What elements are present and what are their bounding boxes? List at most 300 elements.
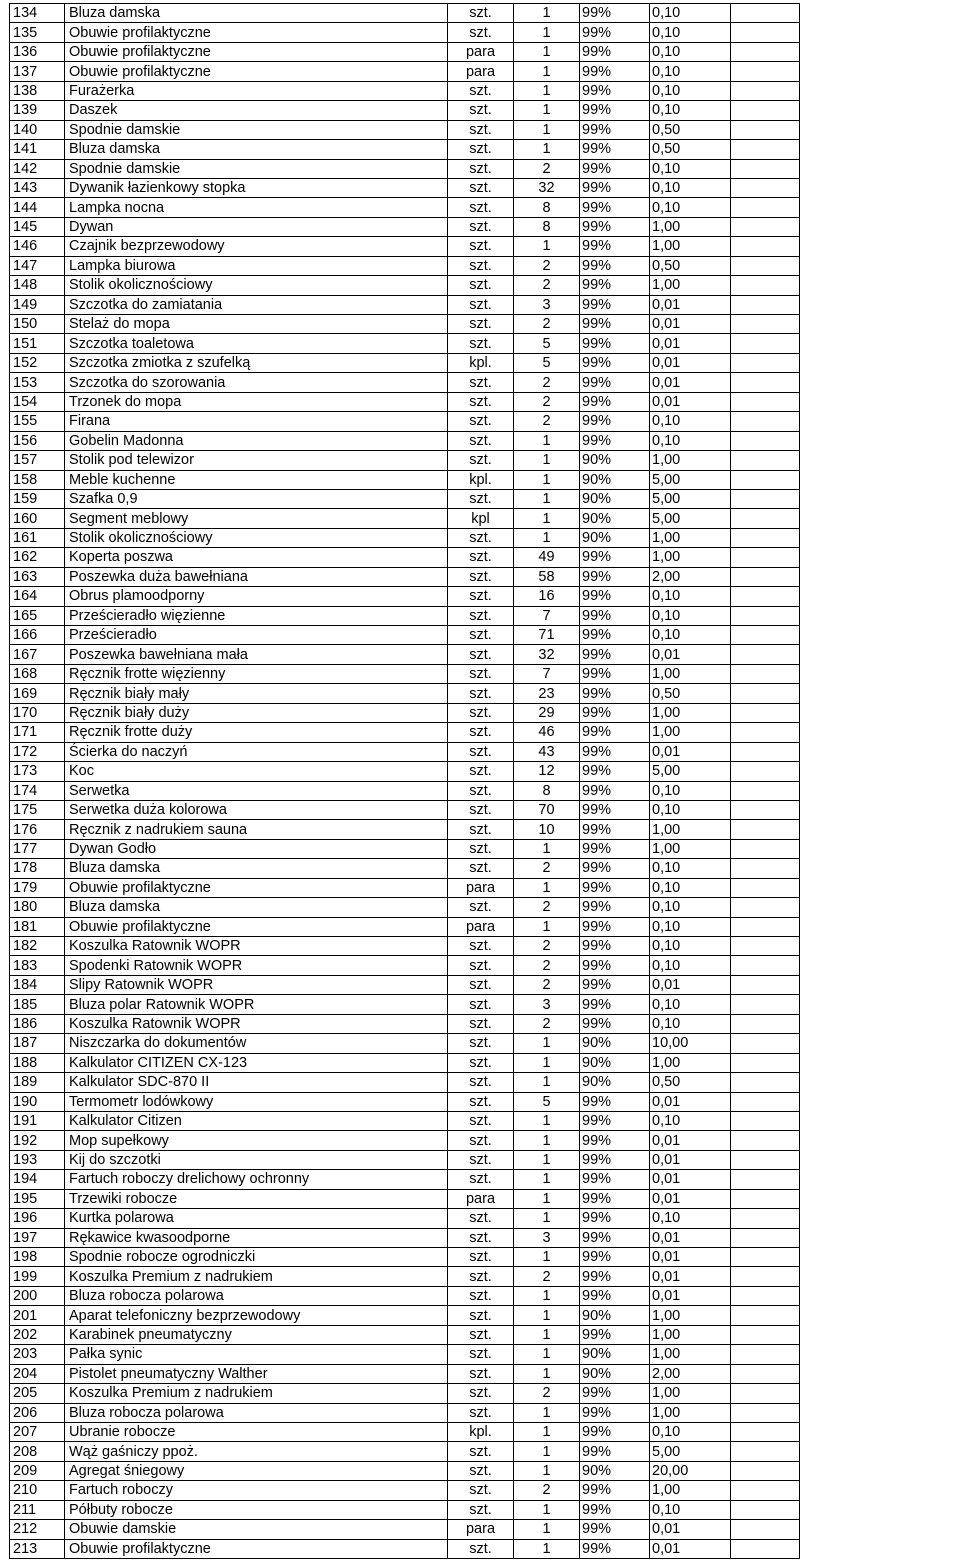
table-row <box>10 509 800 528</box>
table-row <box>10 975 800 994</box>
empty-cell <box>731 1034 800 1053</box>
wear-percent-cell: 99% <box>580 42 650 61</box>
quantity-cell: 2 <box>514 859 580 878</box>
table-row <box>10 1539 800 1558</box>
empty-cell <box>731 1481 800 1500</box>
wear-percent-cell: 90% <box>580 489 650 508</box>
value-cell: 1,00 <box>650 217 731 236</box>
empty-cell <box>731 1461 800 1480</box>
quantity-cell: 32 <box>514 645 580 664</box>
value-cell: 1,00 <box>650 723 731 742</box>
value-cell: 0,01 <box>650 334 731 353</box>
quantity-cell: 1 <box>514 81 580 100</box>
empty-cell <box>731 1325 800 1344</box>
table-row <box>10 898 800 917</box>
table-row <box>10 198 800 217</box>
value-cell: 5,00 <box>650 489 731 508</box>
row-number-cell: 188 <box>10 1053 65 1072</box>
unit-cell: szt. <box>448 1267 514 1286</box>
value-cell: 0,10 <box>650 81 731 100</box>
unit-cell: szt. <box>448 587 514 606</box>
unit-cell: szt. <box>448 1209 514 1228</box>
wear-percent-cell: 99% <box>580 839 650 858</box>
empty-cell <box>731 334 800 353</box>
row-number-cell: 206 <box>10 1403 65 1422</box>
unit-cell: szt. <box>448 567 514 586</box>
quantity-cell: 2 <box>514 1384 580 1403</box>
table-row <box>10 1286 800 1305</box>
empty-cell <box>731 1384 800 1403</box>
item-name-cell: Wąż gaśniczy ppoż. <box>65 1442 448 1461</box>
row-number-cell: 155 <box>10 412 65 431</box>
row-number-cell: 199 <box>10 1267 65 1286</box>
wear-percent-cell: 99% <box>580 412 650 431</box>
row-number-cell: 195 <box>10 1189 65 1208</box>
quantity-cell: 1 <box>514 1189 580 1208</box>
unit-cell: szt. <box>448 703 514 722</box>
row-number-cell: 189 <box>10 1073 65 1092</box>
item-name-cell: Stolik pod telewizor <box>65 451 448 470</box>
wear-percent-cell: 99% <box>580 1539 650 1558</box>
value-cell: 0,10 <box>650 956 731 975</box>
value-cell: 0,50 <box>650 684 731 703</box>
table-row <box>10 217 800 236</box>
table-row <box>10 917 800 936</box>
row-number-cell: 173 <box>10 762 65 781</box>
item-name-cell: Lampka biurowa <box>65 256 448 275</box>
table-row <box>10 1345 800 1364</box>
unit-cell: kpl. <box>448 1422 514 1441</box>
wear-percent-cell: 90% <box>580 451 650 470</box>
table-row <box>10 567 800 586</box>
table-row <box>10 315 800 334</box>
quantity-cell: 2 <box>514 392 580 411</box>
item-name-cell: Dywan Godło <box>65 839 448 858</box>
value-cell: 0,01 <box>650 975 731 994</box>
table-row <box>10 392 800 411</box>
item-name-cell: Spodnie damskie <box>65 159 448 178</box>
empty-cell <box>731 120 800 139</box>
unit-cell: szt. <box>448 315 514 334</box>
row-number-cell: 208 <box>10 1442 65 1461</box>
wear-percent-cell: 99% <box>580 898 650 917</box>
table-row <box>10 334 800 353</box>
value-cell: 0,01 <box>650 373 731 392</box>
row-number-cell: 140 <box>10 120 65 139</box>
value-cell: 0,10 <box>650 859 731 878</box>
wear-percent-cell: 99% <box>580 859 650 878</box>
table-row <box>10 1500 800 1519</box>
item-name-cell: Lampka nocna <box>65 198 448 217</box>
row-number-cell: 187 <box>10 1034 65 1053</box>
empty-cell <box>731 956 800 975</box>
wear-percent-cell: 90% <box>580 1053 650 1072</box>
item-name-cell: Ręcznik biały duży <box>65 703 448 722</box>
table-row <box>10 820 800 839</box>
wear-percent-cell: 99% <box>580 1267 650 1286</box>
item-name-cell: Koszulka Premium z nadrukiem <box>65 1267 448 1286</box>
item-name-cell: Obuwie damskie <box>65 1520 448 1539</box>
row-number-cell: 197 <box>10 1228 65 1247</box>
item-name-cell: Kalkulator CITIZEN CX-123 <box>65 1053 448 1072</box>
unit-cell: szt. <box>448 664 514 683</box>
empty-cell <box>731 217 800 236</box>
item-name-cell: Poszewka duża bawełniana <box>65 567 448 586</box>
empty-cell <box>731 937 800 956</box>
unit-cell: szt. <box>448 1073 514 1092</box>
table-row <box>10 528 800 547</box>
unit-cell: szt. <box>448 489 514 508</box>
value-cell: 2,00 <box>650 1364 731 1383</box>
quantity-cell: 1 <box>514 1442 580 1461</box>
unit-cell: szt. <box>448 1248 514 1267</box>
empty-cell <box>731 1209 800 1228</box>
quantity-cell: 71 <box>514 626 580 645</box>
unit-cell: para <box>448 42 514 61</box>
unit-cell: szt. <box>448 762 514 781</box>
value-cell: 0,10 <box>650 62 731 81</box>
item-name-cell: Szczotka zmiotka z szufelką <box>65 353 448 372</box>
value-cell: 1,00 <box>650 664 731 683</box>
unit-cell: szt. <box>448 1111 514 1130</box>
item-name-cell: Półbuty robocze <box>65 1500 448 1519</box>
unit-cell: para <box>448 917 514 936</box>
table-row <box>10 1209 800 1228</box>
value-cell: 5,00 <box>650 762 731 781</box>
table-row <box>10 645 800 664</box>
quantity-cell: 43 <box>514 742 580 761</box>
value-cell: 1,00 <box>650 276 731 295</box>
item-name-cell: Kalkulator Citizen <box>65 1111 448 1130</box>
unit-cell: szt. <box>448 120 514 139</box>
item-name-cell: Meble kuchenne <box>65 470 448 489</box>
row-number-cell: 151 <box>10 334 65 353</box>
value-cell: 0,10 <box>650 431 731 450</box>
item-name-cell: Bluza damska <box>65 140 448 159</box>
wear-percent-cell: 90% <box>580 1034 650 1053</box>
empty-cell <box>731 839 800 858</box>
value-cell: 1,00 <box>650 1403 731 1422</box>
row-number-cell: 179 <box>10 878 65 897</box>
unit-cell: szt. <box>448 723 514 742</box>
item-name-cell: Stolik okolicznościowy <box>65 528 448 547</box>
unit-cell: kpl. <box>448 353 514 372</box>
item-name-cell: Kij do szczotki <box>65 1150 448 1169</box>
row-number-cell: 143 <box>10 178 65 197</box>
value-cell: 5,00 <box>650 1442 731 1461</box>
item-name-cell: Obrus plamoodporny <box>65 587 448 606</box>
unit-cell: szt. <box>448 217 514 236</box>
value-cell: 0,10 <box>650 626 731 645</box>
row-number-cell: 201 <box>10 1306 65 1325</box>
value-cell: 5,00 <box>650 509 731 528</box>
wear-percent-cell: 99% <box>580 4 650 23</box>
item-name-cell: Bluza polar Ratownik WOPR <box>65 995 448 1014</box>
wear-percent-cell: 99% <box>580 140 650 159</box>
wear-percent-cell: 99% <box>580 742 650 761</box>
unit-cell: szt. <box>448 995 514 1014</box>
quantity-cell: 2 <box>514 956 580 975</box>
row-number-cell: 134 <box>10 4 65 23</box>
unit-cell: szt. <box>448 1481 514 1500</box>
quantity-cell: 29 <box>514 703 580 722</box>
unit-cell: szt. <box>448 1500 514 1519</box>
quantity-cell: 1 <box>514 1364 580 1383</box>
quantity-cell: 2 <box>514 1481 580 1500</box>
empty-cell <box>731 1539 800 1558</box>
unit-cell: szt. <box>448 373 514 392</box>
empty-cell <box>731 392 800 411</box>
table-row <box>10 1228 800 1247</box>
quantity-cell: 1 <box>514 528 580 547</box>
value-cell: 0,01 <box>650 1150 731 1169</box>
wear-percent-cell: 99% <box>580 1384 650 1403</box>
wear-percent-cell: 99% <box>580 256 650 275</box>
item-name-cell: Koperta poszwa <box>65 548 448 567</box>
value-cell: 0,10 <box>650 159 731 178</box>
value-cell: 1,00 <box>650 1481 731 1500</box>
wear-percent-cell: 99% <box>580 1209 650 1228</box>
unit-cell: szt. <box>448 1286 514 1305</box>
table-row <box>10 1384 800 1403</box>
value-cell: 0,10 <box>650 800 731 819</box>
empty-cell <box>731 917 800 936</box>
unit-cell: szt. <box>448 23 514 42</box>
unit-cell: szt. <box>448 1131 514 1150</box>
row-number-cell: 166 <box>10 626 65 645</box>
table-row <box>10 1422 800 1441</box>
item-name-cell: Prześcieradło <box>65 626 448 645</box>
value-cell: 0,10 <box>650 937 731 956</box>
quantity-cell: 2 <box>514 159 580 178</box>
value-cell: 0,10 <box>650 198 731 217</box>
value-cell: 10,00 <box>650 1034 731 1053</box>
table-row <box>10 1034 800 1053</box>
value-cell: 1,00 <box>650 1325 731 1344</box>
item-name-cell: Kurtka polarowa <box>65 1209 448 1228</box>
wear-percent-cell: 99% <box>580 1170 650 1189</box>
quantity-cell: 2 <box>514 1014 580 1033</box>
wear-percent-cell: 99% <box>580 937 650 956</box>
table-row <box>10 489 800 508</box>
wear-percent-cell: 90% <box>580 1306 650 1325</box>
value-cell: 0,10 <box>650 101 731 120</box>
empty-cell <box>731 1189 800 1208</box>
wear-percent-cell: 99% <box>580 217 650 236</box>
table-row <box>10 159 800 178</box>
value-cell: 0,10 <box>650 917 731 936</box>
wear-percent-cell: 99% <box>580 606 650 625</box>
row-number-cell: 153 <box>10 373 65 392</box>
row-number-cell: 164 <box>10 587 65 606</box>
quantity-cell: 1 <box>514 489 580 508</box>
table-row <box>10 81 800 100</box>
wear-percent-cell: 99% <box>580 276 650 295</box>
empty-cell <box>731 1403 800 1422</box>
wear-percent-cell: 99% <box>580 956 650 975</box>
row-number-cell: 161 <box>10 528 65 547</box>
quantity-cell: 1 <box>514 42 580 61</box>
value-cell: 0,01 <box>650 1248 731 1267</box>
row-number-cell: 144 <box>10 198 65 217</box>
item-name-cell: Firana <box>65 412 448 431</box>
unit-cell: szt. <box>448 548 514 567</box>
empty-cell <box>731 975 800 994</box>
quantity-cell: 2 <box>514 937 580 956</box>
wear-percent-cell: 99% <box>580 762 650 781</box>
wear-percent-cell: 99% <box>580 392 650 411</box>
wear-percent-cell: 99% <box>580 1189 650 1208</box>
wear-percent-cell: 99% <box>580 1286 650 1305</box>
empty-cell <box>731 431 800 450</box>
table-row <box>10 1073 800 1092</box>
item-name-cell: Szczotka do szorowania <box>65 373 448 392</box>
table-row <box>10 1403 800 1422</box>
empty-cell <box>731 178 800 197</box>
unit-cell: szt. <box>448 101 514 120</box>
unit-cell: szt. <box>448 1053 514 1072</box>
empty-cell <box>731 237 800 256</box>
quantity-cell: 1 <box>514 1306 580 1325</box>
quantity-cell: 1 <box>514 1209 580 1228</box>
item-name-cell: Serwetka <box>65 781 448 800</box>
value-cell: 0,10 <box>650 1209 731 1228</box>
empty-cell <box>731 1053 800 1072</box>
wear-percent-cell: 99% <box>580 684 650 703</box>
wear-percent-cell: 90% <box>580 470 650 489</box>
table-row <box>10 1461 800 1480</box>
value-cell: 0,10 <box>650 23 731 42</box>
unit-cell: szt. <box>448 198 514 217</box>
value-cell: 0,10 <box>650 781 731 800</box>
empty-cell <box>731 1014 800 1033</box>
empty-cell <box>731 4 800 23</box>
quantity-cell: 1 <box>514 1131 580 1150</box>
unit-cell: szt. <box>448 334 514 353</box>
unit-cell: szt. <box>448 237 514 256</box>
row-number-cell: 139 <box>10 101 65 120</box>
quantity-cell: 1 <box>514 1539 580 1558</box>
row-number-cell: 180 <box>10 898 65 917</box>
table-row <box>10 626 800 645</box>
quantity-cell: 8 <box>514 217 580 236</box>
quantity-cell: 1 <box>514 431 580 450</box>
unit-cell: szt. <box>448 1461 514 1480</box>
row-number-cell: 181 <box>10 917 65 936</box>
empty-cell <box>731 42 800 61</box>
row-number-cell: 211 <box>10 1500 65 1519</box>
unit-cell: szt. <box>448 159 514 178</box>
item-name-cell: Trzonek do mopa <box>65 392 448 411</box>
item-name-cell: Ręcznik frotte więzienny <box>65 664 448 683</box>
table-row <box>10 1442 800 1461</box>
value-cell: 1,00 <box>650 839 731 858</box>
quantity-cell: 58 <box>514 567 580 586</box>
row-number-cell: 176 <box>10 820 65 839</box>
empty-cell <box>731 898 800 917</box>
wear-percent-cell: 99% <box>580 1014 650 1033</box>
empty-cell <box>731 451 800 470</box>
empty-cell <box>731 256 800 275</box>
table-row <box>10 1364 800 1383</box>
unit-cell: szt. <box>448 626 514 645</box>
table-row <box>10 1170 800 1189</box>
wear-percent-cell: 99% <box>580 995 650 1014</box>
wear-percent-cell: 99% <box>580 178 650 197</box>
item-name-cell: Obuwie profilaktyczne <box>65 42 448 61</box>
quantity-cell: 1 <box>514 878 580 897</box>
quantity-cell: 1 <box>514 1422 580 1441</box>
item-name-cell: Obuwie profilaktyczne <box>65 62 448 81</box>
value-cell: 0,10 <box>650 898 731 917</box>
quantity-cell: 1 <box>514 839 580 858</box>
value-cell: 1,00 <box>650 237 731 256</box>
item-name-cell: Daszek <box>65 101 448 120</box>
quantity-cell: 2 <box>514 975 580 994</box>
row-number-cell: 184 <box>10 975 65 994</box>
table-row <box>10 412 800 431</box>
table-row <box>10 276 800 295</box>
empty-cell <box>731 548 800 567</box>
empty-cell <box>731 1286 800 1305</box>
unit-cell: kpl. <box>448 470 514 489</box>
table-row <box>10 762 800 781</box>
item-name-cell: Dywan <box>65 217 448 236</box>
quantity-cell: 1 <box>514 23 580 42</box>
empty-cell <box>731 159 800 178</box>
table-row <box>10 859 800 878</box>
table-row <box>10 237 800 256</box>
inventory-table <box>9 3 800 1559</box>
wear-percent-cell: 99% <box>580 781 650 800</box>
quantity-cell: 49 <box>514 548 580 567</box>
empty-cell <box>731 315 800 334</box>
item-name-cell: Termometr lodówkowy <box>65 1092 448 1111</box>
empty-cell <box>731 23 800 42</box>
quantity-cell: 1 <box>514 1286 580 1305</box>
value-cell: 0,01 <box>650 1228 731 1247</box>
wear-percent-cell: 99% <box>580 101 650 120</box>
row-number-cell: 190 <box>10 1092 65 1111</box>
unit-cell: szt. <box>448 1170 514 1189</box>
empty-cell <box>731 1248 800 1267</box>
wear-percent-cell: 99% <box>580 1150 650 1169</box>
quantity-cell: 1 <box>514 1461 580 1480</box>
empty-cell <box>731 470 800 489</box>
row-number-cell: 191 <box>10 1111 65 1130</box>
wear-percent-cell: 99% <box>580 975 650 994</box>
unit-cell: para <box>448 878 514 897</box>
value-cell: 1,00 <box>650 703 731 722</box>
quantity-cell: 1 <box>514 1403 580 1422</box>
table-row <box>10 1131 800 1150</box>
wear-percent-cell: 99% <box>580 334 650 353</box>
wear-percent-cell: 90% <box>580 1461 650 1480</box>
unit-cell: szt. <box>448 975 514 994</box>
wear-percent-cell: 99% <box>580 373 650 392</box>
empty-cell <box>731 528 800 547</box>
wear-percent-cell: 99% <box>580 1403 650 1422</box>
item-name-cell: Stolik okolicznościowy <box>65 276 448 295</box>
row-number-cell: 192 <box>10 1131 65 1150</box>
quantity-cell: 32 <box>514 178 580 197</box>
wear-percent-cell: 99% <box>580 1500 650 1519</box>
empty-cell <box>731 1073 800 1092</box>
table-row <box>10 995 800 1014</box>
table-row <box>10 781 800 800</box>
value-cell: 1,00 <box>650 528 731 547</box>
item-name-cell: Koc <box>65 762 448 781</box>
